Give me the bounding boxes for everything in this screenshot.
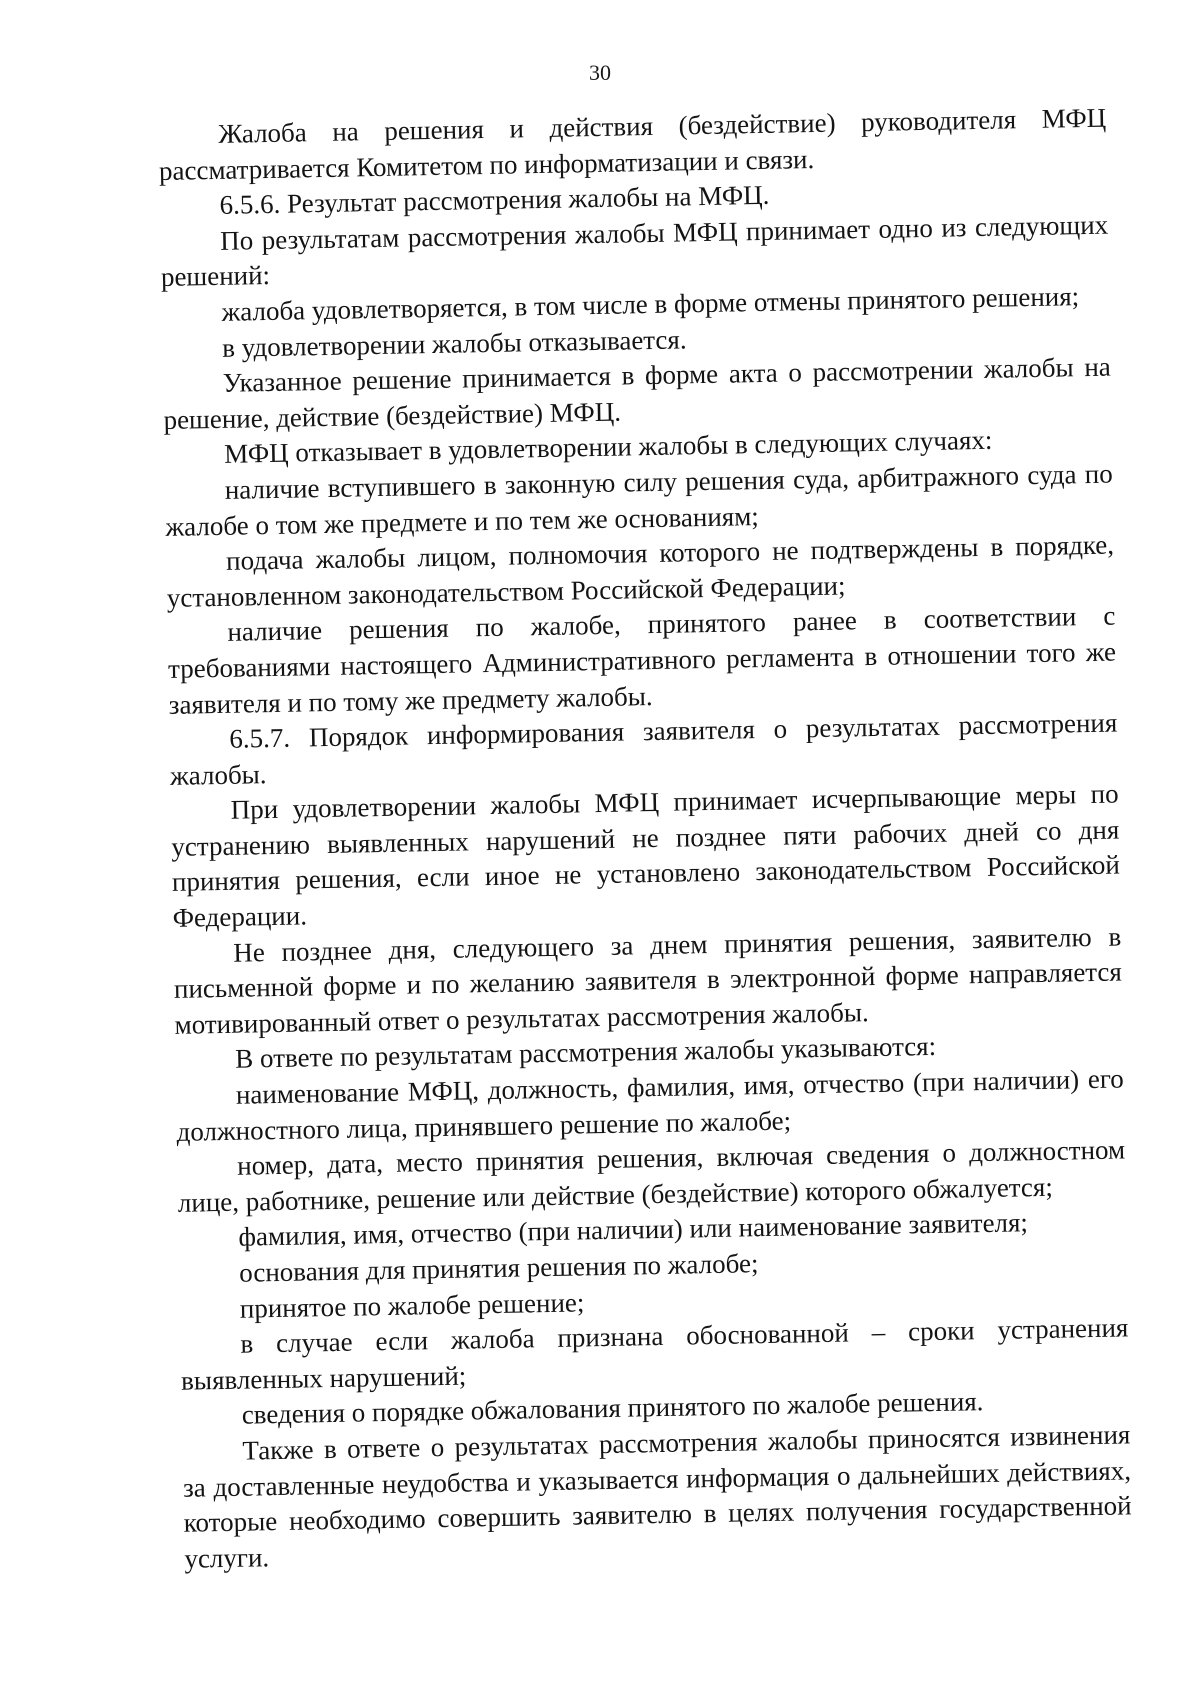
paragraph-decision-grounds: основания для принятия решения по жалобе;: [238, 1248, 759, 1288]
paragraph-remedy-deadlines: в случае если жалоба признана обоснованной – сроки устранения выявленных нарушений;: [180, 1312, 1129, 1396]
paragraph-refusal-cases: МФЦ отказывает в удовлетворении жалобы в следующих случаях:: [223, 425, 993, 470]
page-number: 30: [589, 60, 611, 85]
paragraph-reasoned-response: Не позднее дня, следующего за днем принятия решения, заявителю в письменной форме и по желанию заявителя в электронной форме направляется мотивированный ответ о результатах рассмотрения жалобы.: [173, 921, 1123, 1040]
paragraph-unauthorized-person: подача жалобы лицом, полномочия которого не подтверждены в порядке, установленном законодательством Российской Федерации;: [166, 529, 1115, 613]
paragraph-complaint-refused: в удовлетворении жалобы отказывается.: [221, 323, 687, 363]
paragraph-complaint-head-mfc: Жалоба на решения и действия (бездействие) руководителя МФЦ рассматривается Комитетом по информатизации и связи.: [158, 102, 1107, 186]
paragraph-court-decision: наличие вступившего в законную силу решения суда, арбитражного суда по жалобе о том же предмете и по тем же основаниям;: [165, 458, 1113, 542]
paragraph-section-6-5-6: 6.5.6. Результат рассмотрения жалобы на МФЦ.: [219, 179, 770, 221]
paragraph-appeal-procedure: сведения о порядке обжалования принятого по жалобе решения.: [241, 1386, 984, 1431]
paragraph-decision-details: номер, дата, место принятия решения, включая сведения о должностном лице, работнике, решение или действие (бездействие) которого обжалуется;: [177, 1134, 1126, 1218]
paragraph-decision-taken: принятое по жалобе решение;: [239, 1286, 585, 1324]
paragraph-decision-options: По результатам рассмотрения жалобы МФЦ принимает одно из следующих решений:: [160, 209, 1109, 293]
paragraph-apology-info: Также в ответе о результатах рассмотрения жалобы приносятся извинения за доставленные неудобства и указывается информация о дальнейших действиях, которые необходимо совершить заявителю в целях получения государственной услуги.: [182, 1419, 1132, 1574]
paragraph-applicant-name: фамилия, имя, отчество (при наличии) или наименование заявителя;: [238, 1207, 1029, 1253]
paragraph-complaint-satisfied: жалоба удовлетворяется, в том числе в форме отмены принятого решения;: [221, 281, 1080, 327]
paragraph-prior-decision: наличие решения по жалобе, принятого ранее в соответствии с требованиями настоящего Административного регламента в отношении того же заявителя и по тому же предмету жалобы.: [167, 600, 1117, 720]
document-body: [158, 101, 1133, 1577]
paragraph-decision-act: Указанное решение принимается в форме акта о рассмотрении жалобы на решение, действие (бездействие) МФЦ.: [163, 351, 1111, 435]
paragraph-remedy-measures: При удовлетворении жалобы МФЦ принимает исчерпывающие меры по устранению выявленных нарушений не позднее пяти рабочих дней со дня принятия решения, если иное не установлено законодательством Российской Федерации.: [171, 778, 1121, 933]
paragraph-section-6-5-7: 6.5.7. Порядок информирования заявителя о результатах рассмотрения жалобы.: [169, 707, 1118, 791]
paragraph-official-name: наименование МФЦ, должность, фамилия, имя, отчество (при наличии) его должностного лица, принявшего решение по жалобе;: [176, 1063, 1125, 1147]
paragraph-response-contents: В ответе по результатам рассмотрения жалобы указываются:: [234, 1031, 937, 1075]
